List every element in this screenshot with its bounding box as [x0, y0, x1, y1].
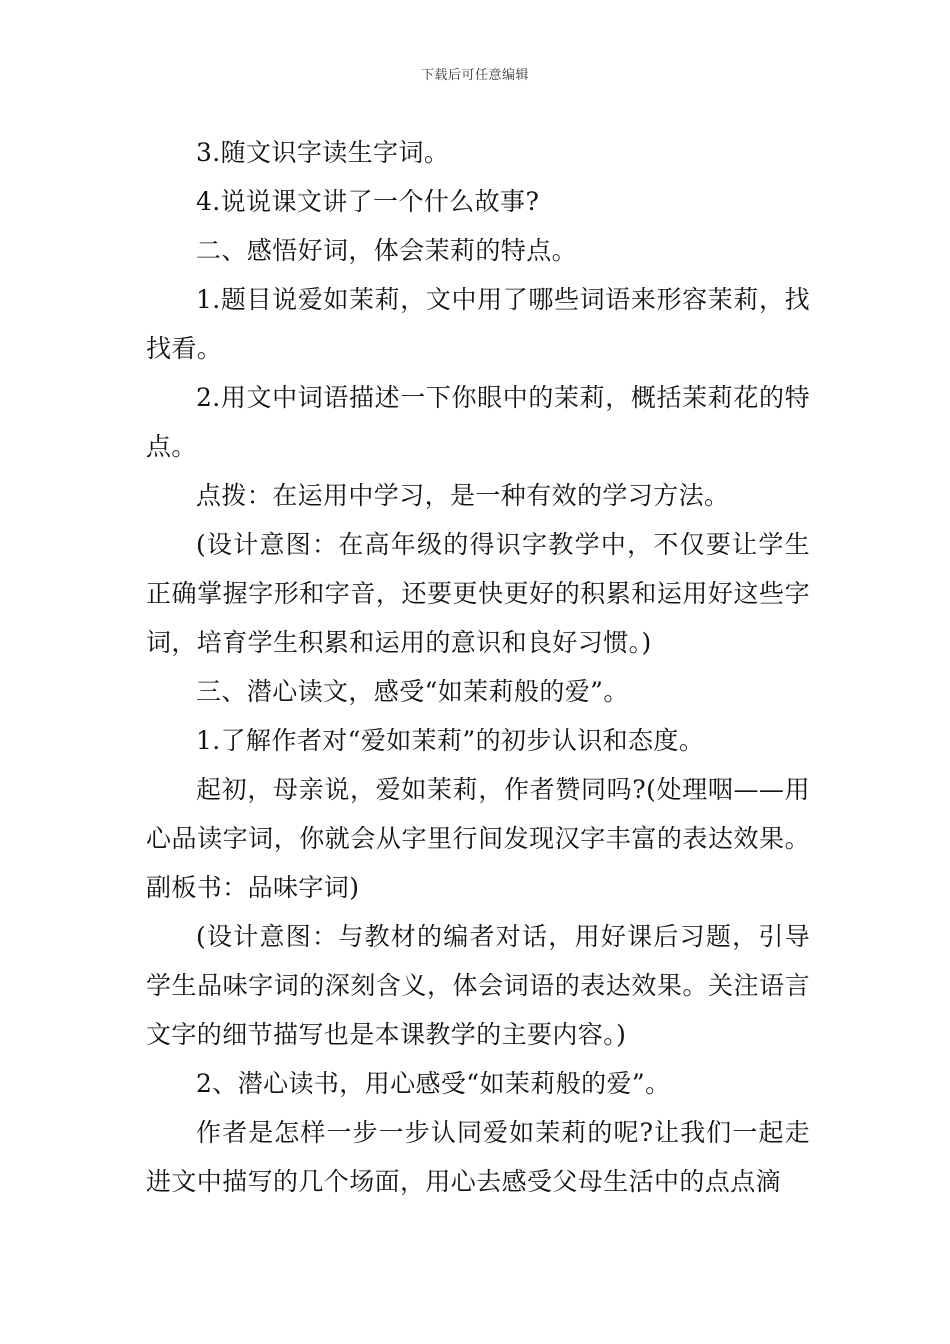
page-header-note: 下载后可任意编辑	[420, 68, 529, 83]
paragraph-design-intent-2: (设计意图：与教材的编者对话，用好课后习题，引导学生品味字词的深刻含义，体会词语的表达效果。关注语言文字的细节描写也是本课教学的主要内容。)	[146, 922, 810, 1049]
paragraph-step-3: 3.随文识字读生字词。	[196, 138, 450, 167]
section-heading-3: 三、潜心读文，感受“如茉莉般的爱”。	[196, 677, 629, 706]
paragraph-understand-1: 1.了解作者对“爱如茉莉”的初步认识和态度。	[196, 726, 705, 755]
paragraph-initially: 起初，母亲说，爱如茉莉，作者赞同吗?(处理咽——用心品读字词，你就会从字里行间发现汉字丰富的表达效果。副板书：品味字词)	[146, 775, 810, 902]
document-body	[146, 128, 810, 1206]
paragraph-design-intent-1: (设计意图：在高年级的得识字教学中，不仅要让学生正确掌握字形和字音，还要更快更好的积累和运用好这些字词，培育学生积累和运用的意识和良好习惯。)	[146, 530, 810, 657]
paragraph-read-2: 2、潜心读书，用心感受“如茉莉般的爱”。	[196, 1069, 671, 1098]
paragraph-tip: 点拨：在运用中学习，是一种有效的学习方法。	[196, 481, 730, 510]
section-heading-2: 二、感悟好词，体会茉莉的特点。	[196, 236, 578, 265]
paragraph-task-1: 1.题目说爱如茉莉，文中用了哪些词语来形容茉莉，找找看。	[146, 285, 810, 363]
paragraph-step-4: 4.说说课文讲了一个什么故事?	[196, 187, 540, 216]
paragraph-author-question: 作者是怎样一步一步认同爱如茉莉的呢?让我们一起走进文中描写的几个场面，用心去感受父母生活中的点点滴	[146, 1118, 810, 1196]
paragraph-task-2: 2.用文中词语描述一下你眼中的茉莉，概括茉莉花的特点。	[146, 383, 810, 461]
